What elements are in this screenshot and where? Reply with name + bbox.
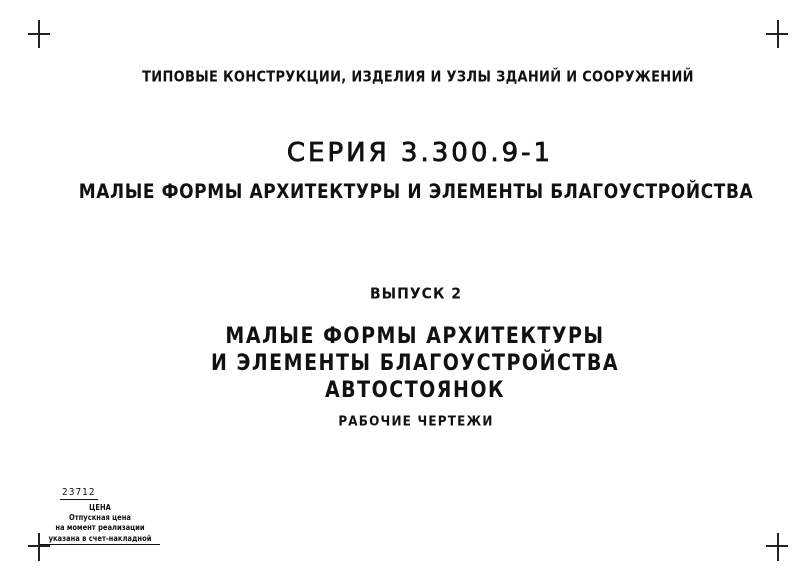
crop-mark-bottom-right-v [777, 533, 779, 561]
crop-mark-top-right-v [777, 20, 779, 48]
stamp-line-invoice: указана в счет-накладной [40, 534, 160, 545]
issue-title-line3: АВТОСТОЯНОК [324, 377, 506, 403]
price-stamp [40, 488, 160, 545]
issue-title-line2: И ЭЛЕМЕНТЫ БЛАГОУСТРОЙСТВА [210, 350, 620, 376]
top-title: ТИПОВЫЕ КОНСТРУКЦИИ, ИЗДЕЛИЯ И УЗЛЫ ЗДАНИЙ И СООРУЖЕНИЙ [142, 68, 694, 87]
stamp-number: 23712 [62, 487, 96, 498]
series-subtitle: МАЛЫЕ ФОРМЫ АРХИТЕКТУРЫ И ЭЛЕМЕНТЫ БЛАГОУСТРОЙСТВА [78, 180, 754, 204]
series-title: СЕРИЯ 3.300.9-1 [286, 138, 554, 168]
crop-mark-top-left-v [38, 20, 40, 48]
issue-title-line1: МАЛЫЕ ФОРМЫ АРХИТЕКТУРЫ [225, 323, 605, 349]
issue-subtitle: РАБОЧИЕ ЧЕРТЕЖИ [338, 413, 494, 429]
issue-label: ВЫПУСК 2 [369, 285, 463, 303]
stamp-line-release-price: Отпускная цена [69, 513, 131, 522]
stamp-line-realization: на момент реализации [55, 523, 145, 532]
stamp-line-price: ЦЕНА [89, 503, 111, 512]
